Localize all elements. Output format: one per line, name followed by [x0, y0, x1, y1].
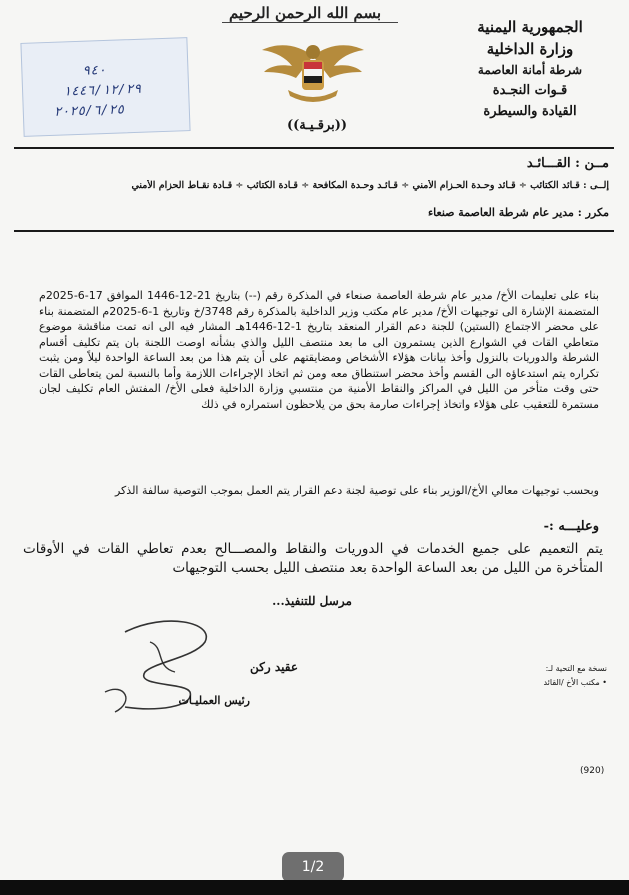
basmala-underline: [222, 22, 398, 23]
address-divider: [14, 230, 614, 232]
page-indicator[interactable]: [282, 852, 344, 882]
header-line-forces: قـوات النجـدة: [492, 83, 568, 98]
copy-note-item: مكتب الأخ /القائد: [543, 678, 600, 687]
stamp-gregorian-date: ٢٠٢٥/٦/٢٥: [53, 102, 125, 120]
signature-rank: عقيد ركن: [250, 660, 298, 674]
body-paragraph-directive-ref: وبحسب توجيهات معالي الأخ/الوزير بناء على توصية لجنة دعم القرار يتم العمل بموجب التوصية سالفة الذكر: [114, 484, 599, 497]
copy-note-item-row: [447, 678, 607, 687]
conclusion-label: وعليـــه :-: [543, 519, 599, 534]
header-divider: [14, 147, 614, 149]
directive-text: يتم التعميم على جميع الخدمات في الدوريات والنقاط والمصـــالح بعدم تعاطي القات في الأوقات المتأخرة من الليل من بعد الساعة الواحدة بعد منتصف الليل بحسب التوجيهات: [23, 541, 603, 576]
telegram-label: ((برقـيـة)): [286, 118, 348, 133]
header-block: [445, 16, 615, 122]
from-line: مــن : القـــائـد: [526, 156, 609, 171]
received-stamp: [20, 37, 190, 137]
signature-title: رئيس العمليـات: [178, 694, 250, 707]
copy-note-title: نسخة مع التحية لـ:: [545, 664, 607, 673]
stamp-number: ٩٤٠: [82, 62, 107, 79]
to-line: إلــى : قـائد الكتائب ÷ قـائد وحـدة الحـزام الأمني ÷ قـائـد وحـدة المكافحة ÷ قـادة الكتائب ÷ قـادة نقـاط الحزام الأمني: [131, 180, 609, 191]
header-line-police: شرطة أمانة العاصمة: [477, 63, 583, 77]
header-line-ministry: وزارة الداخلية: [486, 40, 574, 58]
eagle-emblem-icon: [258, 38, 368, 110]
send-note: مرسل للتنفيذ...: [272, 594, 352, 608]
basmala: بسم الله الرحمن الرحيم: [228, 4, 382, 22]
body-paragraph-main: بناء على تعليمات الأخ/ مدير عام شرطة العاصمة صنعاء في المذكرة رقم (--) بتاريخ 21-12-1446 الموافق 17-6-2025م المتضمنة الإشارة الى توجيهات الأخ/ مدير عام مكتب وزير الداخلية بالمذكرة رقم 3748/خ وتاريخ 1-6-2025م المتضمنة بناء على محضر الاجتماع (الستين) للجنة دعم القرار المنعقد بتاريخ 1-12-1446هـ المشار فيه الى انه تمت مناقشة موضوع متعاطي القات في الشوارع الذين يستمرون الى ما بعد منتصف الليل والذي بشأنه اوصت اللجنة بان يتم تكليف أقسام الشرطة والدوريات بالنزول وأخذ بيانات هؤلاء الأشخاص ومضايقتهم على أن يتم هذا من بعد الساعة الواحدة ليلاً ومن يثبت تكراره يتم استدعاؤه الى القسم وأخذ محضر استنطاق معه ومن ثم اتخاذ الإجراءات اللازمة وأما بالنسبة لمن يتعاطى القات حتى وقت متأخر من الليل في المراكز والنقاط الأمنية من منتسبي وزارة الداخلية فعلى الأخ/ المفتش العام تكليف لجان مستمرة للتعقيب على هؤلاء واتخاذ إجراءات صارمة بحق من يلاحظون استمراره في ذلك: [39, 289, 599, 411]
bottom-bar: [0, 880, 629, 895]
document-number: (920): [580, 766, 605, 776]
header-line-command: القيادة والسيطرة: [483, 104, 577, 119]
page-indicator-text: 1/2: [301, 859, 325, 875]
header-line-republic: الجمهورية اليمنية: [477, 18, 583, 36]
cc-line: مكرر : مدير عام شرطة العاصمة صنعاء: [427, 206, 609, 219]
bullet-icon: •: [599, 678, 607, 687]
stamp-hijri-date: ١٤٤٦/١٢/٢٩: [62, 81, 142, 100]
